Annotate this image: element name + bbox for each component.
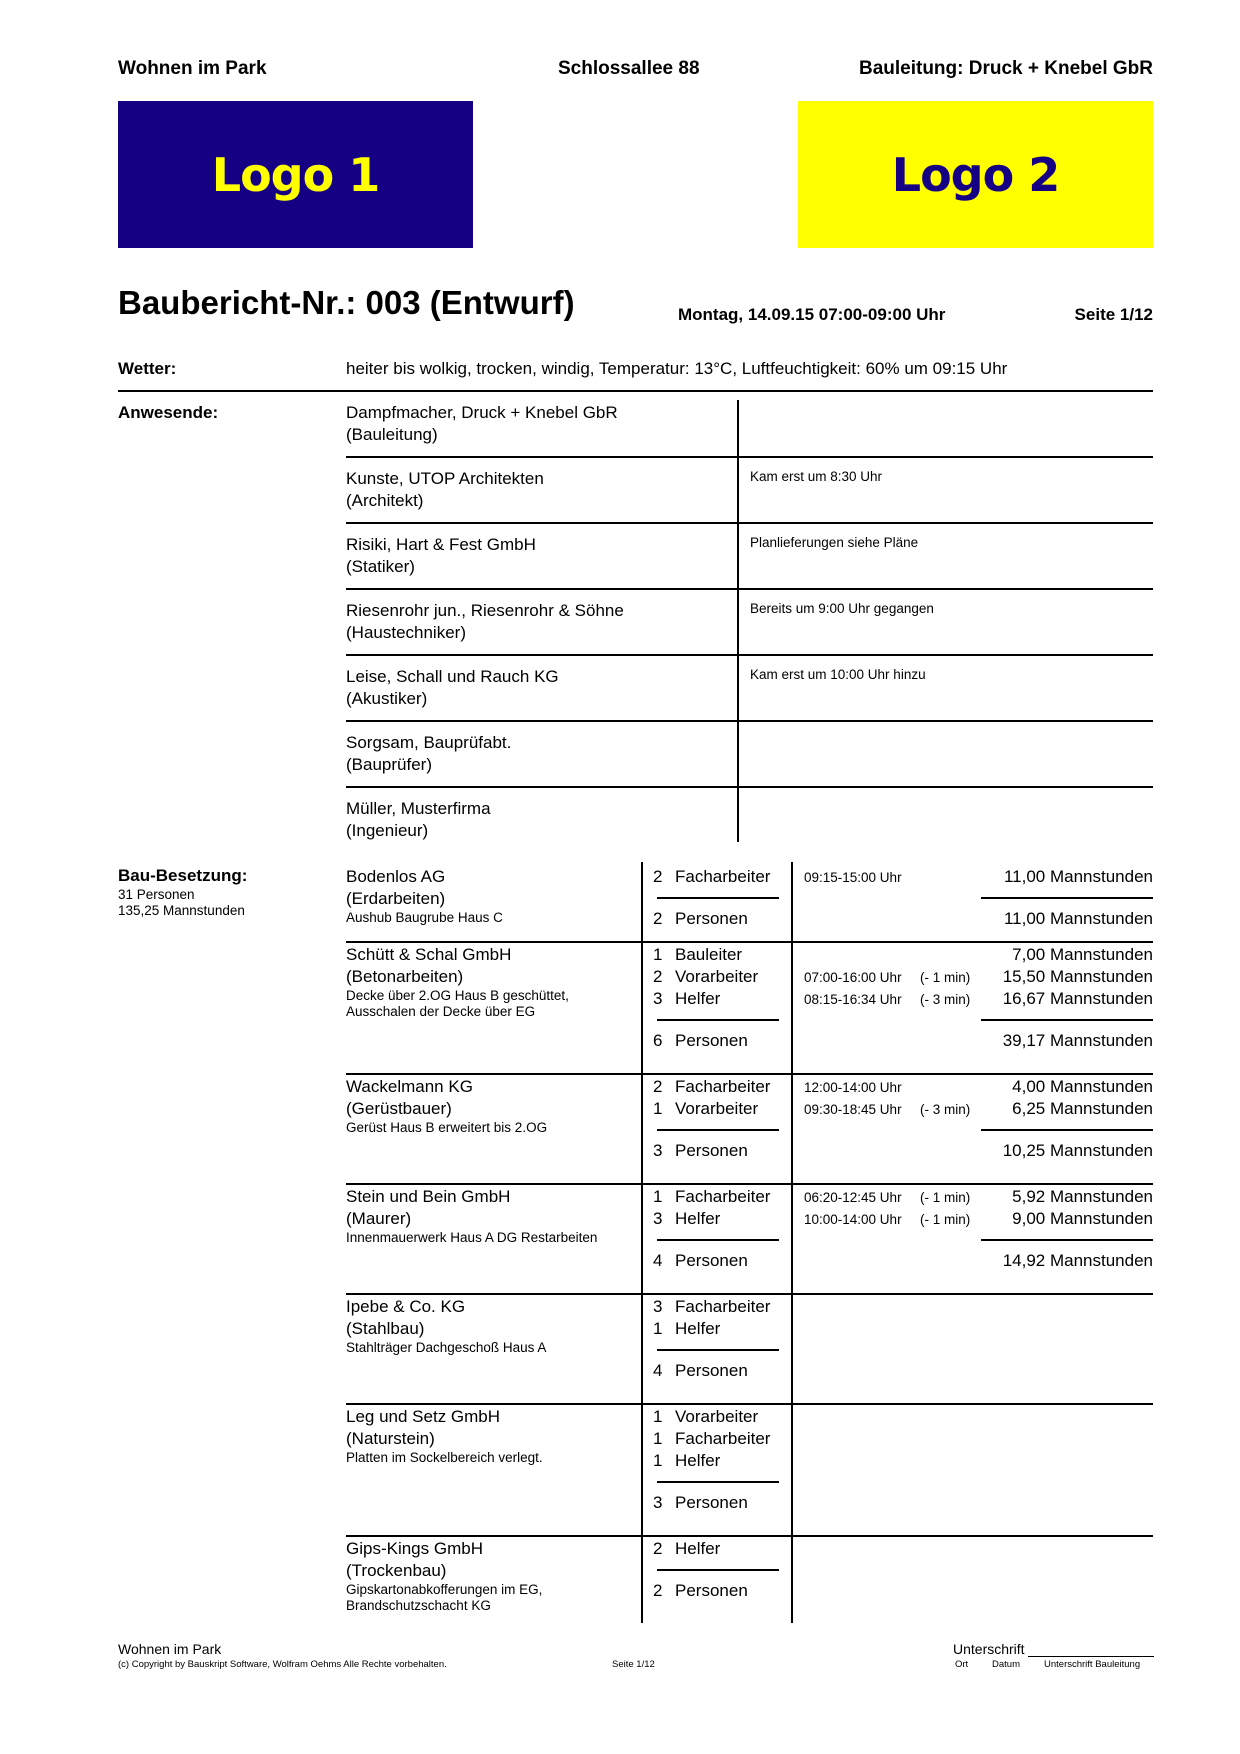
crew-count-number: 2 xyxy=(653,1077,663,1096)
crew-trade: (Maurer) xyxy=(346,1209,412,1228)
attendee-note: Bereits um 9:00 Uhr gegangen xyxy=(750,601,934,616)
crew-count-total xyxy=(653,1492,783,1514)
signature-line[interactable] xyxy=(1028,1656,1154,1657)
crew-counts xyxy=(653,1296,783,1382)
crew-row-divider xyxy=(346,941,1153,943)
crew-time-line xyxy=(804,1076,1153,1098)
logo-1 xyxy=(118,101,473,248)
crew-total-role: Personen xyxy=(675,1031,748,1050)
crew-hours-total-line xyxy=(804,1140,1153,1162)
crew-counts xyxy=(653,866,783,930)
crew-count-number: 1 xyxy=(653,1451,663,1470)
crew-count-line xyxy=(653,1208,783,1230)
crew-count-role: Facharbeiter xyxy=(675,1187,771,1206)
crew-counts xyxy=(653,1076,783,1162)
crew-trade: (Trockenbau) xyxy=(346,1561,447,1580)
crew-count-role: Vorarbeiter xyxy=(675,967,759,986)
crew-company-cell xyxy=(346,1538,542,1614)
crew-count-number: 1 xyxy=(653,1407,663,1426)
crew-count-line xyxy=(653,1318,783,1340)
crew-time-line xyxy=(804,1098,1153,1120)
attendee-name xyxy=(346,798,491,842)
crew-hours-rule xyxy=(981,1019,1153,1021)
crew-time-adjustment: (- 3 min) xyxy=(920,992,971,1007)
crew-hours-rule xyxy=(981,897,1153,899)
crew-task: Gipskartonabkofferungen im EG, xyxy=(346,1582,543,1597)
crew-count-line xyxy=(653,1538,783,1560)
crew-count-rule xyxy=(657,897,779,899)
attendee-name xyxy=(346,534,536,578)
crew-counts xyxy=(653,1406,783,1514)
crew-total-number: 6 xyxy=(653,1031,663,1050)
crew-hours-total: 10,25 Mannstunden xyxy=(1002,1141,1153,1160)
crew-count-line xyxy=(653,966,783,988)
crew-row-divider xyxy=(346,1293,1153,1295)
signature-label: Unterschrift xyxy=(953,1641,1025,1657)
attendee-note: Kam erst um 8:30 Uhr xyxy=(750,469,883,484)
crew-company-cell xyxy=(346,1076,547,1136)
crew-total-role: Personen xyxy=(675,1493,748,1512)
crew-count-role: Facharbeiter xyxy=(675,867,771,886)
crew-time-hours: 5,92 Mannstunden xyxy=(1012,1187,1153,1206)
crew-count-number: 1 xyxy=(653,1429,663,1448)
crew-count-role: Vorarbeiter xyxy=(675,1407,759,1426)
crew-trade: (Erdarbeiten) xyxy=(346,889,446,908)
report-page: Seite 1/12 xyxy=(1074,305,1153,324)
crew-count-number: 1 xyxy=(653,945,663,964)
crew-row-divider xyxy=(346,1535,1153,1537)
attendee-name xyxy=(346,666,559,710)
crew-task: Stahlträger Dachgeschoß Haus A xyxy=(346,1340,547,1355)
crew-count-rule xyxy=(657,1129,779,1131)
crew-count-rule xyxy=(657,1481,779,1483)
crew-count-number: 3 xyxy=(653,989,663,1008)
attendee-name xyxy=(346,732,511,776)
attendee-row xyxy=(346,391,1153,457)
crew-column-divider-2 xyxy=(791,862,793,1623)
attendee-row xyxy=(346,457,1153,523)
crew-counts xyxy=(653,1538,783,1602)
crew-times xyxy=(804,1076,1153,1162)
crew-trade: (Gerüstbauer) xyxy=(346,1099,452,1118)
crew-hours-rule xyxy=(981,1129,1153,1131)
crew-time-range: 06:20-12:45 Uhr xyxy=(804,1190,902,1205)
attendee-row-divider xyxy=(346,588,1153,590)
crew-count-number: 2 xyxy=(653,867,663,886)
attendee-row-divider xyxy=(346,456,1153,458)
crew-hours-total: 39,17 Mannstunden xyxy=(1002,1031,1153,1050)
crew-count-number: 1 xyxy=(653,1319,663,1338)
crew-time-adjustment: (- 1 min) xyxy=(920,970,971,985)
crew-hours-rule xyxy=(981,1239,1153,1241)
crew-time-hours: 9,00 Mannstunden xyxy=(1012,1209,1153,1228)
crew-total-role: Personen xyxy=(675,909,748,928)
crew-count-number: 3 xyxy=(653,1297,663,1316)
crew-time-adjustment: (- 1 min) xyxy=(920,1212,971,1227)
crew-count-line xyxy=(653,944,783,966)
crew-task: Brandschutzschacht KG xyxy=(346,1598,491,1613)
attendee-company: Kunste, UTOP Architekten xyxy=(346,469,544,488)
crew-count-role: Bauleiter xyxy=(675,945,743,964)
crew-count-number: 3 xyxy=(653,1209,663,1228)
crew-hours-total-line xyxy=(804,908,1153,930)
attendee-row xyxy=(346,721,1153,787)
attendee-company: Müller, Musterfirma xyxy=(346,799,491,818)
crew-count-role: Helfer xyxy=(675,1539,721,1558)
attendee-role: (Akustiker) xyxy=(346,689,428,708)
crew-total-number: 3 xyxy=(653,1141,663,1160)
attendees-label: Anwesende: xyxy=(118,403,219,422)
crew-time-range: 08:15-16:34 Uhr xyxy=(804,992,902,1007)
crew-count-line xyxy=(653,1076,783,1098)
crew-time-hours: 15,50 Mannstunden xyxy=(1002,967,1153,986)
signature-ort: Ort xyxy=(955,1659,969,1670)
crew-time-range: 09:15-15:00 Uhr xyxy=(804,870,902,885)
attendee-row-divider xyxy=(346,522,1153,524)
attendees-column-divider xyxy=(737,400,739,842)
crew-company: Schütt & Schal GmbH xyxy=(346,945,512,964)
crew-count-role: Helfer xyxy=(675,1209,721,1228)
crew-company-cell xyxy=(346,1296,546,1356)
crew-total-role: Personen xyxy=(675,1141,748,1160)
report-title: Baubericht-Nr.: 003 (Entwurf) xyxy=(118,284,575,321)
attendee-row xyxy=(346,589,1153,655)
crew-total-hours: 135,25 Mannstunden xyxy=(118,903,245,918)
attendee-company: Sorgsam, Bauprüfabt. xyxy=(346,733,512,752)
crew-count-role: Facharbeiter xyxy=(675,1429,771,1448)
crew-column-divider-1 xyxy=(641,862,643,1623)
crew-time-line xyxy=(804,1186,1153,1208)
crew-count-line xyxy=(653,988,783,1010)
attendee-name xyxy=(346,468,544,512)
crew-count-number: 2 xyxy=(653,967,663,986)
footer-page: Seite 1/12 xyxy=(612,1659,655,1670)
crew-row-divider xyxy=(346,1073,1153,1075)
crew-task: Platten im Sockelbereich verlegt. xyxy=(346,1450,543,1465)
crew-counts xyxy=(653,944,783,1052)
crew-total-role: Personen xyxy=(675,1581,748,1600)
attendee-role: (Architekt) xyxy=(346,491,424,510)
crew-task: Ausschalen der Decke über EG xyxy=(346,1004,536,1019)
crew-count-line xyxy=(653,1186,783,1208)
header-address: Schlossallee 88 xyxy=(558,58,700,79)
crew-company: Ipebe & Co. KG xyxy=(346,1297,466,1316)
crew-count-total xyxy=(653,1580,783,1602)
crew-time-hours: 6,25 Mannstunden xyxy=(1012,1099,1153,1118)
footer-project: Wohnen im Park xyxy=(118,1641,222,1657)
attendee-row-divider xyxy=(346,720,1153,722)
crew-company: Leg und Setz GmbH xyxy=(346,1407,501,1426)
attendee-row xyxy=(346,787,1153,853)
crew-total-number: 2 xyxy=(653,909,663,928)
attendee-role: (Bauprüfer) xyxy=(346,755,432,774)
crew-count-line xyxy=(653,866,783,888)
attendee-company: Leise, Schall und Rauch KG xyxy=(346,667,559,686)
crew-time-line xyxy=(804,866,1153,888)
crew-hours-total: 11,00 Mannstunden xyxy=(1003,909,1153,928)
crew-company-cell xyxy=(346,866,503,926)
crew-time-line xyxy=(804,966,1153,988)
attendee-row xyxy=(346,655,1153,721)
crew-company: Bodenlos AG xyxy=(346,867,446,886)
crew-task: Aushub Baugrube Haus C xyxy=(346,910,503,925)
crew-count-rule xyxy=(657,1019,779,1021)
crew-total-number: 4 xyxy=(653,1361,663,1380)
crew-count-rule xyxy=(657,1569,779,1571)
attendee-company: Dampfmacher, Druck + Knebel GbR xyxy=(346,403,618,422)
crew-count-rule xyxy=(657,1239,779,1241)
attendee-role: (Bauleitung) xyxy=(346,425,438,444)
crew-hours-total: 14,92 Mannstunden xyxy=(1002,1251,1153,1270)
report-date: Montag, 14.09.15 07:00-09:00 Uhr xyxy=(678,305,946,324)
crew-time-line xyxy=(804,988,1153,1010)
crew-time-range: 09:30-18:45 Uhr xyxy=(804,1102,902,1117)
header-management: Bauleitung: Druck + Knebel GbR xyxy=(858,58,1153,79)
crew-times xyxy=(804,866,1153,930)
crew-time-adjustment: (- 3 min) xyxy=(920,1102,971,1117)
crew-times xyxy=(804,1186,1153,1272)
weather-label: Wetter: xyxy=(118,359,177,378)
crew-counts xyxy=(653,1186,783,1272)
crew-label: Bau-Besetzung: xyxy=(118,866,248,885)
attendee-row-divider xyxy=(346,654,1153,656)
crew-hours-total-line xyxy=(804,1030,1153,1052)
crew-count-total xyxy=(653,1360,783,1382)
crew-count-role: Facharbeiter xyxy=(675,1297,771,1316)
crew-row-divider xyxy=(346,1183,1153,1185)
crew-count-total xyxy=(653,1030,783,1052)
crew-company: Gips-Kings GmbH xyxy=(346,1539,483,1558)
attendee-role: (Haustechniker) xyxy=(346,623,466,642)
crew-total-role: Personen xyxy=(675,1251,748,1270)
crew-time-line xyxy=(804,944,1153,966)
crew-count-total xyxy=(653,1250,783,1272)
signature-bauleitung: Unterschrift Bauleitung xyxy=(1044,1659,1141,1670)
attendee-name xyxy=(346,600,624,644)
crew-total-persons: 31 Personen xyxy=(118,887,195,902)
crew-company: Stein und Bein GmbH xyxy=(346,1187,511,1206)
crew-count-role: Helfer xyxy=(675,989,721,1008)
crew-count-role: Helfer xyxy=(675,1319,721,1338)
crew-total-number: 4 xyxy=(653,1251,663,1270)
crew-trade: (Stahlbau) xyxy=(346,1319,425,1338)
attendee-company: Riesenrohr jun., Riesenrohr & Söhne xyxy=(346,601,624,620)
crew-company-cell xyxy=(346,1186,597,1246)
crew-count-line xyxy=(653,1296,783,1318)
attendee-role: (Statiker) xyxy=(346,557,415,576)
crew-total-number: 2 xyxy=(653,1581,663,1600)
crew-count-line xyxy=(653,1450,783,1472)
crew-count-number: 2 xyxy=(653,1539,663,1558)
crew-times xyxy=(804,944,1153,1052)
crew-count-line xyxy=(653,1428,783,1450)
crew-count-role: Helfer xyxy=(675,1451,721,1470)
crew-company-cell xyxy=(346,944,569,1020)
attendee-row xyxy=(346,523,1153,589)
crew-time-range: 12:00-14:00 Uhr xyxy=(804,1080,902,1095)
attendee-row-divider xyxy=(346,786,1153,788)
crew-count-number: 1 xyxy=(653,1187,663,1206)
footer-copyright: (c) Copyright by Bauskript Software, Wolfram Oehms Alle Rechte vorbehalten. xyxy=(118,1659,447,1670)
crew-time-hours: 16,67 Mannstunden xyxy=(1002,989,1153,1008)
crew-count-line xyxy=(653,1098,783,1120)
crew-time-hours: 7,00 Mannstunden xyxy=(1012,945,1153,964)
weather-text: heiter bis wolkig, trocken, windig, Temperatur: 13°C, Luftfeuchtigkeit: 60% um 09:15 Uhr xyxy=(346,359,1008,378)
crew-totals xyxy=(118,887,245,919)
header-project: Wohnen im Park xyxy=(118,58,267,79)
attendee-role: (Ingenieur) xyxy=(346,821,429,840)
crew-count-role: Vorarbeiter xyxy=(675,1099,759,1118)
crew-task: Innenmauerwerk Haus A DG Restarbeiten xyxy=(346,1230,598,1245)
crew-hours-total-line xyxy=(804,1250,1153,1272)
crew-count-rule xyxy=(657,1349,779,1351)
crew-count-number: 1 xyxy=(653,1099,663,1118)
signature-datum: Datum xyxy=(992,1659,1020,1670)
crew-trade: (Naturstein) xyxy=(346,1429,435,1448)
attendee-company: Risiki, Hart & Fest GmbH xyxy=(346,535,536,554)
crew-time-range: 10:00-14:00 Uhr xyxy=(804,1212,902,1227)
crew-total-role: Personen xyxy=(675,1361,748,1380)
crew-count-role: Facharbeiter xyxy=(675,1077,771,1096)
crew-total-number: 3 xyxy=(653,1493,663,1512)
logo-1-label: Logo 1 xyxy=(211,147,380,202)
crew-time-adjustment: (- 1 min) xyxy=(920,1190,971,1205)
crew-count-line xyxy=(653,1406,783,1428)
crew-time-range: 07:00-16:00 Uhr xyxy=(804,970,902,985)
attendee-name xyxy=(346,402,618,446)
crew-row-divider xyxy=(346,1403,1153,1405)
crew-time-hours: 11,00 Mannstunden xyxy=(1003,867,1153,886)
crew-task: Gerüst Haus B erweitert bis 2.OG xyxy=(346,1120,548,1135)
crew-trade: (Betonarbeiten) xyxy=(346,967,464,986)
attendee-note: Planlieferungen siehe Pläne xyxy=(750,535,919,550)
crew-count-total xyxy=(653,908,783,930)
attendee-note: Kam erst um 10:00 Uhr hinzu xyxy=(750,667,926,682)
crew-time-hours: 4,00 Mannstunden xyxy=(1012,1077,1153,1096)
logo-2 xyxy=(798,101,1153,248)
crew-task: Decke über 2.OG Haus B geschüttet, xyxy=(346,988,569,1003)
crew-company: Wackelmann KG xyxy=(346,1077,473,1096)
logo-2-label: Logo 2 xyxy=(891,147,1060,202)
crew-count-total xyxy=(653,1140,783,1162)
crew-company-cell xyxy=(346,1406,543,1466)
crew-time-line xyxy=(804,1208,1153,1230)
